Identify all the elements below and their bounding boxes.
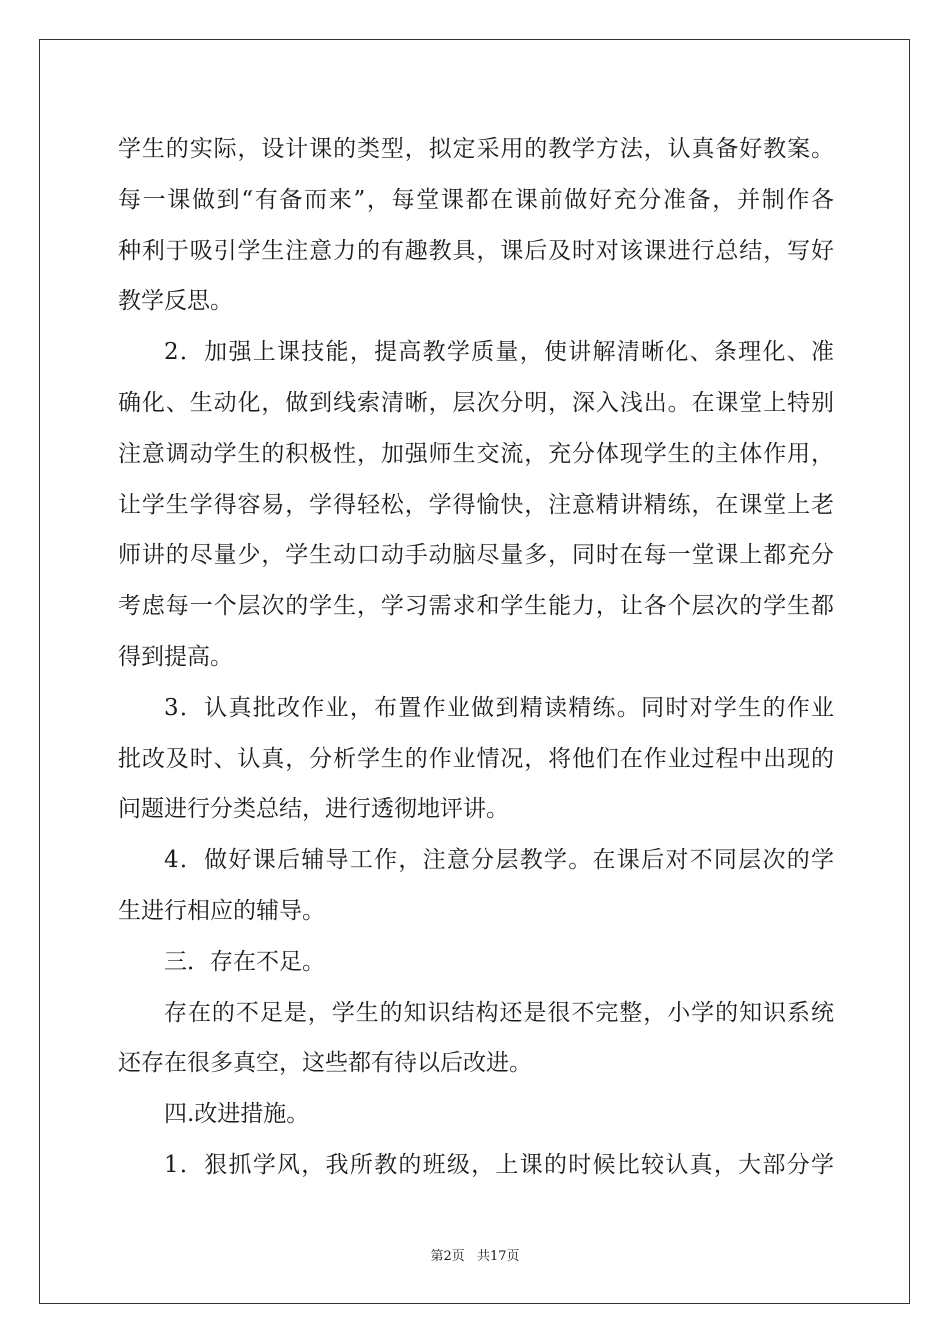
text-line: 还存在很多真空，这些都有待以后改进。 [118,1050,532,1077]
document-body [118,124,834,1191]
text-line: 批改及时、认真，分析学生的作业情况，将他们在作业过程中出现的 [118,745,834,772]
page-number: 第2页 [430,1249,465,1264]
text-line: 确化、生动化，做到线索清晰，层次分明，深入浅出。在课堂上特别 [118,389,834,416]
page-total: 共17页 [476,1249,520,1264]
text-line: 生进行相应的辅导。 [118,897,325,924]
text-line: 注意调动学生的积极性，加强师生交流，充分体现学生的主体作用， [118,440,834,467]
text-line: 师讲的尽量少，学生动口动手动脑尽量多，同时在每一堂课上都充分 [118,542,834,569]
text-line: 得到提高。 [118,643,233,670]
text-line: 存在的不足是，学生的知识结构还是很不完整，小学的知识系统 [164,999,834,1026]
section-heading: 三．存在不足。 [164,948,325,975]
text-line: 种利于吸引学生注意力的有趣教具，课后及时对该课进行总结，写好 [118,237,834,264]
text-line: 考虑每一个层次的学生，学习需求和学生能力，让各个层次的学生都 [118,593,834,620]
text-line: 学生的实际，设计课的类型，拟定采用的教学方法，认真备好教案。 [118,136,834,162]
section-heading: 四.改进措施。 [164,1101,310,1128]
text-line: 2．加强上课技能，提高教学质量，使讲解清晰化、条理化、准 [164,339,834,366]
text-line: 每一课做到“有备而来”，每堂课都在课前做好充分准备，并制作各 [118,186,834,213]
text-line: 3．认真批改作业，布置作业做到精读精练。同时对学生的作业 [164,694,834,721]
text-line: 4．做好课后辅导工作，注意分层教学。在课后对不同层次的学 [164,847,834,874]
text-line: 1．狠抓学风，我所教的班级，上课的时候比较认真，大部分学 [164,1151,834,1178]
text-line: 教学反思。 [118,288,233,315]
text-line: 问题进行分类总结，进行透彻地评讲。 [118,796,509,823]
text-line: 让学生学得容易，学得轻松，学得愉快，注意精讲精练，在课堂上老 [118,491,834,518]
page-footer [0,1245,950,1264]
